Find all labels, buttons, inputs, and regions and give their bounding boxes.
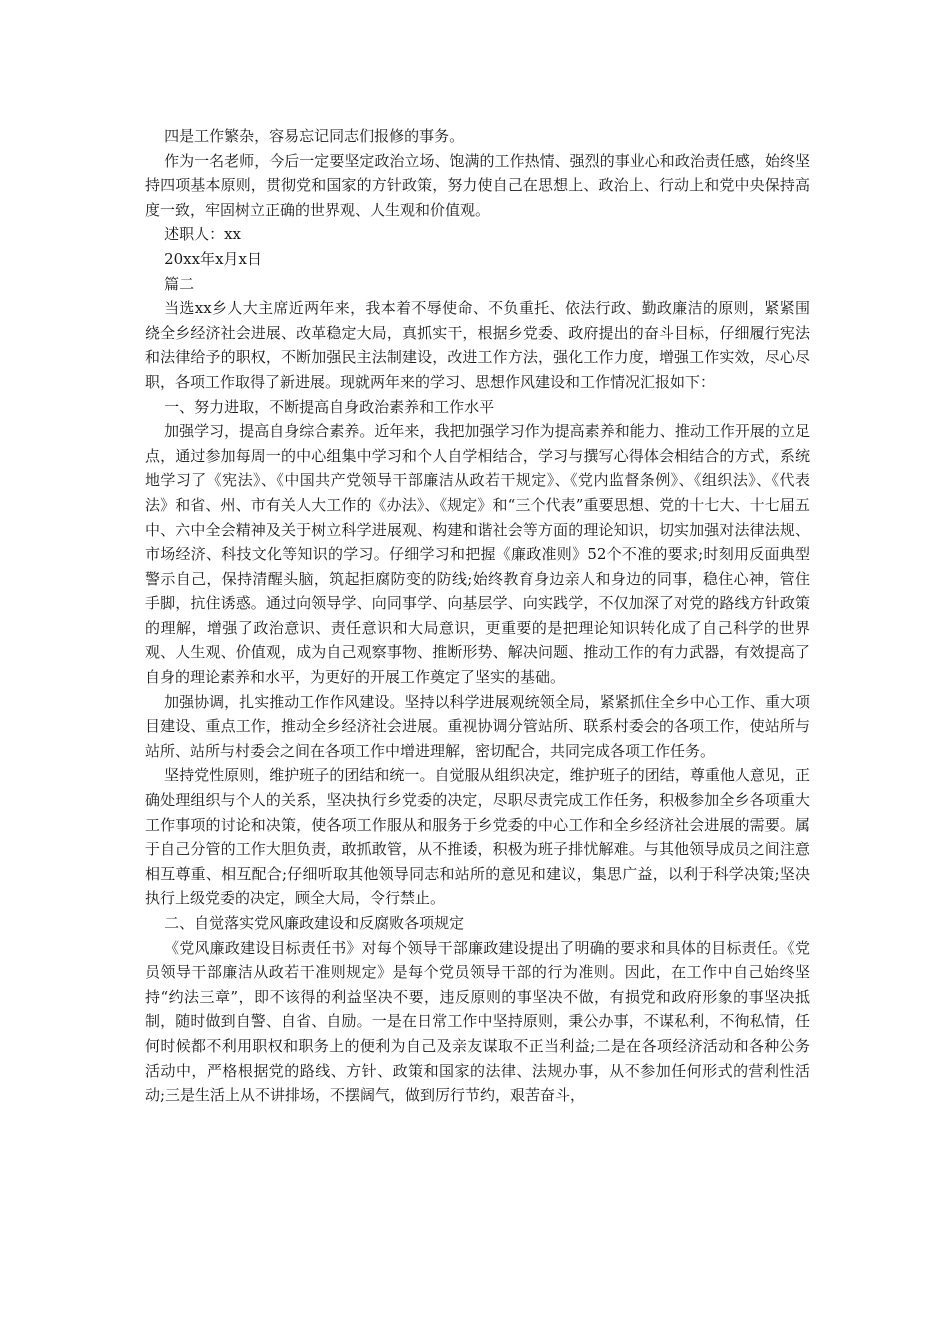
paragraph-intro: 当选xx乡人大主席近两年来，我本着不辱使命、不负重托、依法行政、勤政廉洁的原则，紧紧围绕全乡经济社会进展、改革稳定大局，真抓实干，根据乡党委、政府提出的奋斗目标，仔细履行宪法和法律给予的职权，不断加强民主法制建设，改进工作方法，强化工作力度，增强工作实效，尽心尽职，各项工作取得了新进展。现就两年来的学习、思想作风建设和工作情况汇报如下： xyxy=(145,299,810,391)
heading-section-two: 二、自觉落实党风廉政建设和反腐败各项规定 xyxy=(164,914,465,932)
paragraph-party-principle: 坚持党性原则，维护班子的团结和统一。自觉服从组织决定，维护班子的团结，尊重他人意见，正确处理组织与个人的关系，坚决执行乡党委的决定，尽职尽责完成工作任务，积极参加全乡各项重大工作事项的讨论和决策，使各项工作服从和服务于乡党委的中心工作和全乡经济社会进展的需要。属于自己分管的工作大胆负责，敢抓敢管，从不推诿，积极为班子排忧解难。与其他领导成员之间注意相互尊重、相互配合;仔细听取其他领导同志和站所的意见和建议，集思广益，以利于科学决策;坚决执行上级党委的决定，顾全大局，令行禁止。 xyxy=(145,766,810,908)
paragraph-teacher-commitment: 作为一名老师，今后一定要坚定政治立场、饱满的工作热情、强烈的事业心和政治责任感，始终坚持四项基本原则，贯彻党和国家的方针政策，努力使自己在思想上、政治上、行动上和党中央保持高度一致，牢固树立正确的世界观、人生观和价值观。 xyxy=(145,151,810,219)
document-body xyxy=(145,124,810,1108)
heading-section-one: 一、努力进取，不断提高自身政治素养和工作水平 xyxy=(164,397,495,416)
paragraph-study: 加强学习，提高自身综合素养。近年来，我把加强学习作为提高素养和能力、推动工作开展的立足点，通过参加每周一的中心组集中学习和个人自学相结合，学习与撰写心得体会相结合的方式，系统地学习了《宪法》、《中国共产党领导干部廉洁从政若干规定》、《党内监督条例》、《组织法》、《代表法》和省、州、市有关人大工作的《办法》、《规定》和“三个代表”重要思想、党的十七大、十七届五中、六中全会精神及关于树立科学进展观、构建和谐社会等方面的理论知识，切实加强对法律法规、市场经济、科技文化等知识的学习。仔细学习和把握《廉政准则》52个不准的要求;时刻用反面典型警示自己，保持清醒头脑，筑起拒腐防变的防线;始终教育身边亲人和身边的同事，稳住心神，管住手脚，抗住诱惑。通过向领导学、向同事学、向基层学、向实践学，不仅加深了对党的路线方针政策的理解，增强了政治意识、责任意识和大局意识，更重要的是把理论知识转化成了自己科学的世界观、人生观、价值观，成为自己观察事物、推断形势、解决问题、推动工作的有力武器，有效提高了自身的理论素养和水平，为更好的开展工作奠定了坚实的基础。 xyxy=(145,422,810,687)
paragraph-integrity: 《党风廉政建设目标责任书》对每个领导干部廉政建设提出了明确的要求和具体的目标责任。《党员领导干部廉洁从政若干准则规定》是每个党员领导干部的行为准则。因此，在工作中自己始终坚持“约法三章”，即不该得的利益坚决不要，违反原则的事坚决不做，有损党和政府形象的事坚决抵制，随时做到自警、自省、自励。一是在日常工作中坚持原则，秉公办事，不谋私利，不徇私情，任何时候都不利用职权和职务上的便利为自己及亲友谋取不正当利益;二是在各项经济活动和各种公务活动中，严格根据党的路线、方针、政策和国家的法律、法规办事，从不参加任何形式的营利性活动;三是生活上从不讲排场，不摆阔气，做到厉行节约，艰苦奋斗， xyxy=(145,938,810,1105)
paragraph-coordination: 加强协调，扎实推动工作作风建设。坚持以科学进展观统领全局，紧紧抓住全乡中心工作、重大项目建设、重点工作，推动全乡经济社会进展。重视协调分管站所、联系村委会的各项工作，使站所与站所、站所与村委会之间在各项工作中增进理解，密切配合，共同完成各项工作任务。 xyxy=(145,692,810,760)
reporter-line: 述职人：xx xyxy=(164,225,241,244)
section-heading-part-two: 篇二 xyxy=(164,274,195,293)
date-line: 20xx年x月x日 xyxy=(164,249,263,268)
paragraph-repair-note: 四是工作繁杂，容易忘记同志们报修的事务。 xyxy=(164,127,465,145)
